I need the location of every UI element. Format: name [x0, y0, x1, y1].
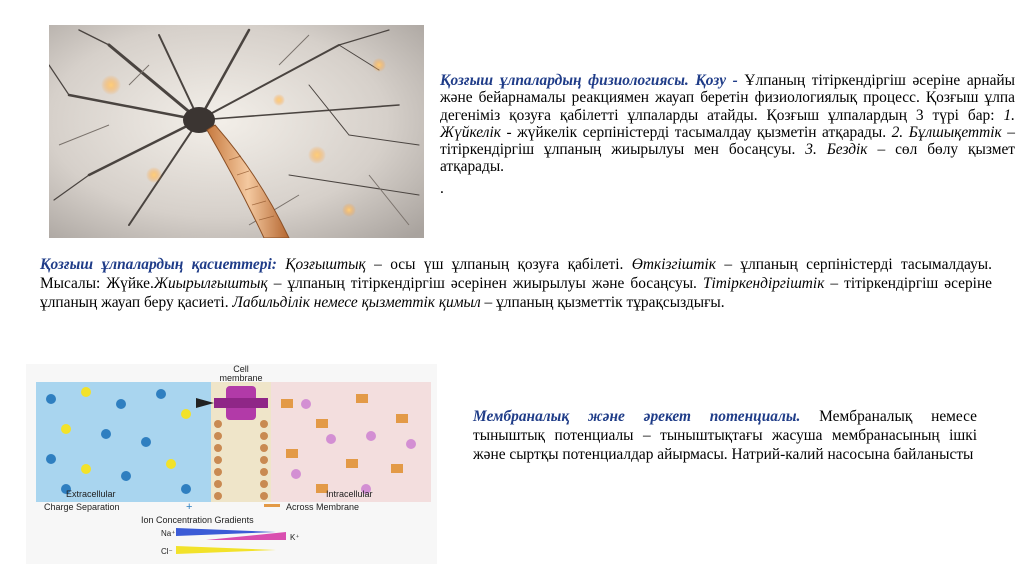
ion-gradients-label: Ion Concentration Gradients — [141, 515, 254, 525]
charge-separation-label: Charge Separation — [44, 502, 120, 512]
paragraph1-term-muscle: 2. Бұлшықеттік — [891, 123, 1002, 141]
k-label: K⁺ — [290, 533, 300, 542]
neuron-image — [49, 25, 424, 238]
membrane-label: membrane — [219, 373, 263, 383]
paragraph3-text: Мембраналық немесе тыныштық потенциалы – тыныштықтағы жасуша мембранасының ішкі және сыртқы потенциалдар айырмасы. Натрий-калий насосына байланысты — [473, 408, 977, 464]
paragraph2-text-c: – ұлпаның тітіркендіргіш әсерінен жиырылуы және босаңсуы. — [267, 275, 703, 293]
paragraph2-text-d: – тітіркендіргіш әсеріне ұлпаның жауап беру қасиеті. — [40, 275, 993, 312]
paragraph1-text-b: - жүйкелік серпіністерді тасымалдау қызметін атқарады. — [500, 123, 892, 141]
paragraph2-text-b: – ұлпаның серпіністерді тасымалдауы. Мысалы: Жүйке. — [40, 256, 992, 293]
membrane-potential-diagram — [26, 364, 437, 564]
paragraph2-heading: Қозғыш ұлпалардың қасиеттері: — [40, 256, 277, 273]
cell-label: Cell — [233, 364, 249, 374]
paragraph2-text-e: – ұлпаның қызметтік тұрақсыздығы. — [480, 294, 725, 312]
paragraph2-term-excitability: Қозғыштық — [276, 256, 366, 273]
excitable-tissue-properties-paragraph — [40, 255, 992, 313]
paragraph2-text-a: – осы үш ұлпаның қозуға қабілеті. — [365, 256, 632, 273]
na-label: Na⁺ — [161, 529, 176, 538]
intracellular-label: Intracellular — [326, 489, 373, 499]
membrane-potential-paragraph — [473, 407, 977, 465]
across-membrane-label: Across Membrane — [286, 502, 360, 512]
paragraph2-term-irritability: Тітіркендіргіштік — [702, 275, 825, 293]
minus-sign-icon — [264, 504, 280, 507]
paragraph3-heading: Мембраналық және әрекет потенциалы. — [473, 408, 801, 425]
paragraph2-term-contractility: Жиырылғыштық — [153, 275, 268, 293]
paragraph1-text-a: Ұлпаның тітіркендіргіш әсеріне арнайы және бейарнамалы реакциямен жауап беретін физиологиялық процесс. Қозғыш ұлпа дегеніміз қозуға қабілетті ұлпаларды атайды. Қозғыш ұлпалардың 3 түрі бар: — [440, 72, 1015, 124]
cl-label: Cl⁻ — [161, 547, 173, 556]
paragraph1-term-glandular: 3. Бездік — [805, 141, 868, 159]
excitable-tissue-physiology-paragraph — [440, 72, 1015, 197]
paragraph1-text-d: – сөл бөлу қызмет атқарады. — [440, 141, 1015, 176]
paragraph1-term-nervous: 1. Жүйкелік — [440, 106, 1015, 141]
plus-sign-icon: + — [186, 501, 193, 513]
paragraph2-term-lability: Лабильділік немесе қызметтік қимыл — [232, 294, 481, 312]
cl-gradient-wedge — [176, 546, 276, 554]
paragraph1-heading: Қозғыш ұлпалардың физиологиясы. Қозу - — [440, 72, 738, 89]
paragraph1-trailing-dot: . — [440, 179, 444, 197]
paragraph1-text-c: – тітіркендіргіш ұлпаның жиырылуы мен босаңсуы. — [440, 123, 1015, 159]
paragraph2-term-conductivity: Өткізгіштік — [631, 256, 716, 273]
extracellular-label: Extracellular — [66, 489, 116, 499]
